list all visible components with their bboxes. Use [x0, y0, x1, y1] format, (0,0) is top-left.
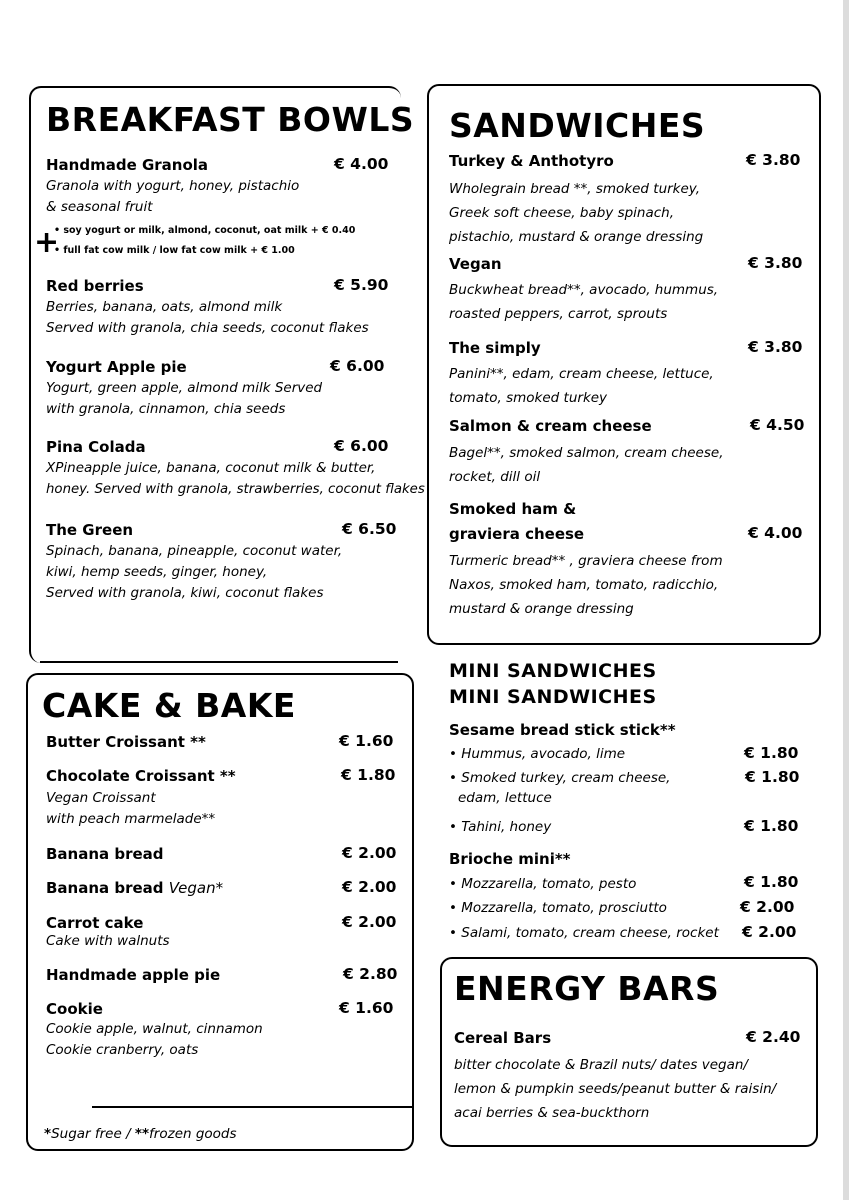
mini-sandwiches-heading: MINI SANDWICHES [449, 660, 657, 682]
item-price: € 1.80 [744, 817, 799, 835]
energy-bars-heading: ENERGY BARS [454, 969, 720, 1008]
item-description: roasted peppers, carrot, sprouts [449, 306, 668, 322]
item-description: • Mozzarella, tomato, prosciutto [449, 900, 667, 916]
item-description: Berries, banana, oats, almond milk [46, 299, 283, 315]
item-price: € 2.00 [342, 913, 397, 931]
item-description: Cookie apple, walnut, cinnamon [46, 1021, 263, 1037]
item-price: € 2.80 [343, 965, 398, 983]
item-description: pistachio, mustard & orange dressing [449, 229, 704, 245]
item-name: Pina Colada [46, 438, 146, 456]
item-description: acai berries & sea-buckthorn [454, 1105, 650, 1121]
item-price: € 6.00 [334, 437, 389, 455]
brioche-mini-heading: Brioche mini** [449, 850, 571, 868]
cake-bake-inner-rule [92, 1106, 412, 1108]
item-price: € 3.80 [748, 254, 803, 272]
item-price: € 4.50 [750, 416, 805, 434]
item-description: Vegan Croissant [46, 790, 156, 806]
item-name-suffix: Vegan* [168, 879, 224, 897]
item-price: € 1.60 [339, 999, 394, 1017]
plus-icon: + [34, 225, 60, 260]
item-description: & seasonal fruit [46, 199, 153, 215]
item-description: Served with granola, kiwi, coconut flakes [46, 585, 324, 601]
item-name: Carrot cake [46, 914, 144, 932]
item-name: Handmade Granola [46, 156, 209, 174]
item-name: graviera cheese [449, 525, 585, 543]
item-description: Wholegrain bread **, smoked turkey, [449, 181, 701, 197]
item-name: Cookie [46, 1000, 103, 1018]
item-price: € 2.00 [740, 898, 795, 916]
item-description: Naxos, smoked ham, tomato, radicchio, [449, 577, 719, 593]
item-description: Bagel**, smoked salmon, cream cheese, [449, 445, 724, 461]
item-name: Vegan [449, 255, 502, 273]
cake-bake-heading: CAKE & BAKE [42, 686, 296, 725]
footnote [44, 1126, 237, 1142]
item-price: € 4.00 [748, 524, 803, 542]
item-name: Chocolate Croissant ** [46, 767, 236, 785]
item-name [46, 879, 223, 897]
item-price: € 1.80 [745, 768, 800, 786]
item-name: Red berries [46, 277, 144, 295]
item-description: bitter chocolate & Brazil nuts/ dates vegan/ [454, 1057, 748, 1073]
item-price: € 2.40 [746, 1028, 801, 1046]
item-price: € 4.00 [334, 155, 389, 173]
item-description: • Mozzarella, tomato, pesto [449, 876, 637, 892]
item-price: € 1.60 [339, 732, 394, 750]
item-price: € 6.50 [342, 520, 397, 538]
item-description: Granola with yogurt, honey, pistachio [46, 178, 300, 194]
item-name: Banana bread [46, 845, 164, 863]
item-description: Cookie cranberry, oats [46, 1042, 199, 1058]
item-description: rocket, dill oil [449, 469, 541, 485]
item-description: Yogurt, green apple, almond milk Served [46, 380, 323, 396]
item-description: • Salami, tomato, cream cheese, rocket [449, 925, 719, 941]
item-description: lemon & pumpkin seeds/peanut butter & raisin/ [454, 1081, 777, 1097]
item-description: honey. Served with granola, strawberries, coconut flakes [46, 482, 425, 497]
item-name: Yogurt Apple pie [46, 358, 187, 376]
item-description: • Tahini, honey [449, 819, 552, 835]
item-name: Butter Croissant ** [46, 733, 206, 751]
item-price: € 2.00 [742, 923, 797, 941]
item-name-text: Banana bread [46, 879, 164, 897]
item-name: The simply [449, 339, 541, 357]
item-price: € 5.90 [334, 276, 389, 294]
item-price: € 3.80 [748, 338, 803, 356]
item-description: Cake with walnuts [46, 933, 170, 949]
item-description: XPineapple juice, banana, coconut milk & butter, [46, 460, 376, 476]
item-description: Spinach, banana, pineapple, coconut water, [46, 543, 343, 559]
item-description: Turmeric bread** , graviera cheese from [449, 553, 723, 569]
item-description: • Hummus, avocado, lime [449, 746, 626, 762]
item-price: € 2.00 [342, 878, 397, 896]
item-description: with peach marmelade** [46, 811, 216, 827]
item-name: Smoked ham & [449, 500, 577, 518]
item-description: Served with granola, chia seeds, coconut flakes [46, 320, 369, 336]
item-price: € 3.80 [746, 151, 801, 169]
item-price: € 6.00 [330, 357, 385, 375]
item-name: Turkey & Anthotyro [449, 152, 614, 170]
item-price: € 1.80 [744, 744, 799, 762]
item-description: Panini**, edam, cream cheese, lettuce, [449, 366, 714, 382]
sandwiches-heading: SANDWICHES [449, 106, 706, 145]
item-name: Handmade apple pie [46, 966, 221, 984]
item-price: € 2.00 [342, 844, 397, 862]
addon-option: • soy yogurt or milk, almond, coconut, oat milk + € 0.40 [54, 225, 356, 236]
item-description: mustard & orange dressing [449, 601, 634, 617]
item-price: € 1.80 [744, 873, 799, 891]
mini-sandwiches-heading: MINI SANDWICHES [449, 686, 657, 708]
footnote-text: Sugar free / [51, 1126, 135, 1142]
item-description: • Smoked turkey, cream cheese, [449, 770, 671, 786]
item-price: € 1.80 [341, 766, 396, 784]
item-description: edam, lettuce [458, 790, 552, 806]
item-name: Cereal Bars [454, 1029, 552, 1047]
page-edge [843, 0, 849, 1200]
addon-option: • full fat cow milk / low fat cow milk + € 1.00 [54, 245, 295, 256]
item-description: Buckwheat bread**, avocado, hummus, [449, 282, 719, 298]
breakfast-bottom-rule [40, 661, 398, 663]
footnote-mark: ** [134, 1126, 150, 1142]
sesame-bread-stick-heading: Sesame bread stick stick** [449, 721, 676, 739]
item-description: tomato, smoked turkey [449, 390, 608, 406]
item-name: Salmon & cream cheese [449, 417, 652, 435]
item-description: kiwi, hemp seeds, ginger, honey, [46, 564, 268, 580]
item-description: Greek soft cheese, baby spinach, [449, 205, 675, 221]
breakfast-bowls-heading: BREAKFAST BOWLS [46, 100, 415, 139]
item-description: with granola, cinnamon, chia seeds [46, 401, 286, 417]
item-name: The Green [46, 521, 134, 539]
footnote-text: frozen goods [149, 1126, 237, 1142]
footnote-mark: * [44, 1126, 52, 1142]
